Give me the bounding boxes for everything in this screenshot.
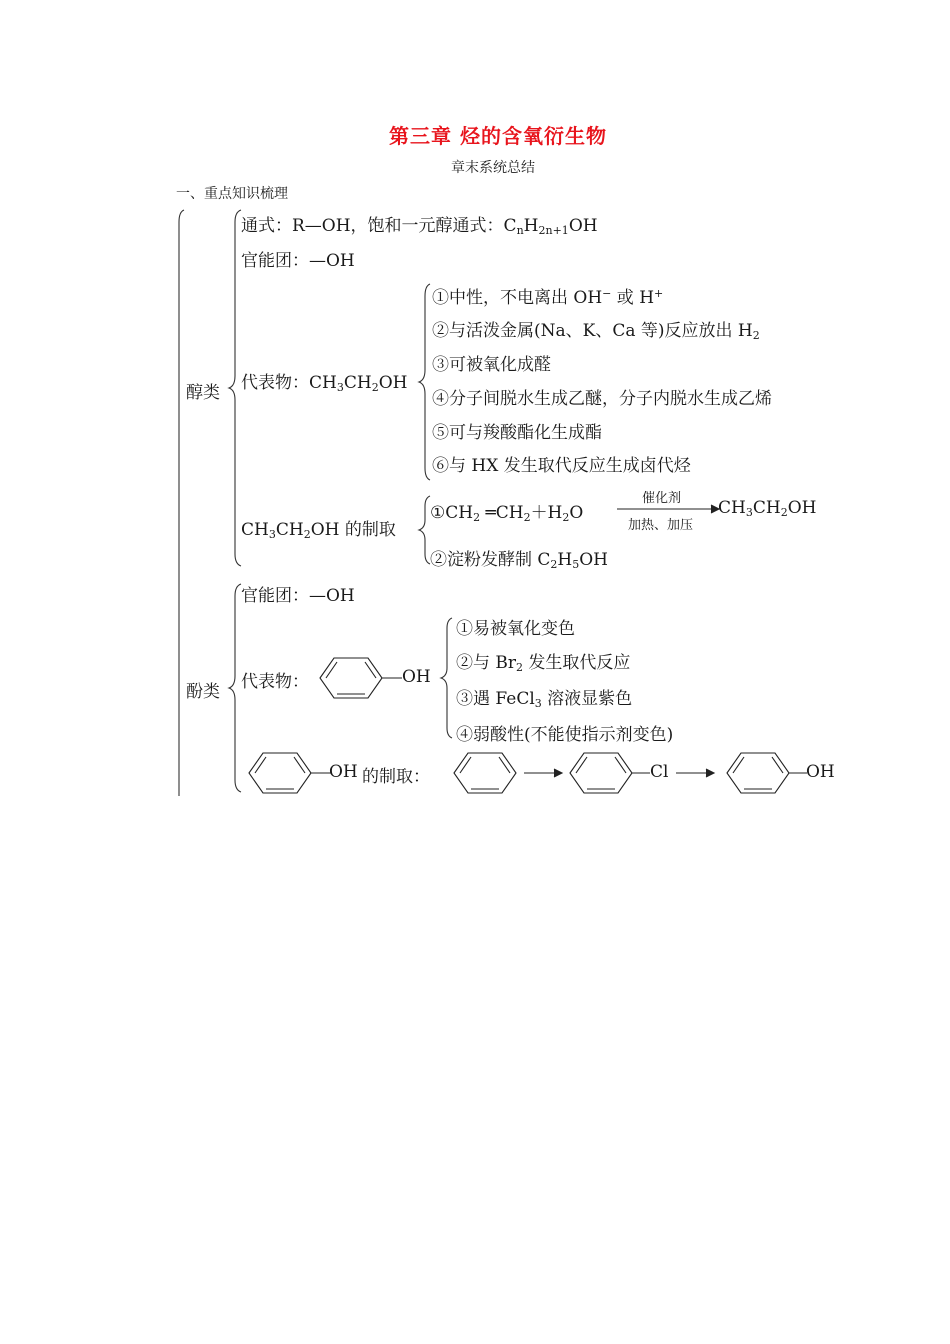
ethanol-preparation-label: $CH_3CH_2OH$ 的制取 <box>241 520 396 541</box>
alcohol-functional-group: 官能团：—OH <box>241 251 355 271</box>
chapter-subtitle: 章末系统总结 <box>451 160 535 176</box>
alcohol-property-4: ④分子间脱水生成乙醚，分子内脱水生成乙烯 <box>432 389 772 409</box>
benzene-ring <box>452 751 522 795</box>
alcohol-representative: 代表物：$CH_3CH_2OH$ <box>241 373 408 394</box>
ethanol-method-1-reactants: $①CH_2$ $═CH_2+H_2O$ <box>430 503 584 524</box>
phenol-prep-label: 的制取： <box>362 767 430 787</box>
reaction-condition-heat-pressure: 加热、加压 <box>628 518 694 533</box>
phenol-representative-label: 代表物： <box>241 672 309 692</box>
alcohol-property-3: ③可被氧化成醛 <box>432 355 551 375</box>
phenol-representative-oh: OH <box>402 667 431 687</box>
phenol-property-4: ④弱酸性(不能使指示剂变色) <box>456 725 674 745</box>
reaction-arrow <box>615 504 725 514</box>
alcohol-label: 醇类 <box>186 383 220 403</box>
phenol-prep-benzene-ring <box>247 751 337 795</box>
reaction-condition-catalyst: 催化剂 <box>642 491 682 506</box>
phenol-functional-group: 官能团：—OH <box>241 586 355 606</box>
arrow-to-phenol <box>674 768 720 778</box>
chapter-title: 第三章 烃的含氧衍生物 <box>389 124 607 148</box>
outer-brace <box>172 208 192 808</box>
phenol-prep-oh: OH <box>329 762 358 782</box>
phenol-properties-brace <box>440 616 456 740</box>
phenol-property-3: ③遇 FeCl$_3$ 溶液显紫色 <box>456 689 633 710</box>
alcohol-general-formula: 通式：R—OH，饱和一元醇通式：$C_nH_{2n+1}OH$ <box>241 216 598 237</box>
phenol-product-oh: OH <box>806 762 835 782</box>
section-heading: 一、重点知识梳理 <box>176 186 288 202</box>
phenol-product-ring <box>725 751 815 795</box>
chlorine-label: Cl <box>650 762 669 782</box>
phenol-property-1: ①易被氧化变色 <box>456 619 575 639</box>
ethanol-method-1-product: $CH_3CH_2OH$ <box>718 498 817 519</box>
alcohol-property-2: ②与活泼金属(Na、K、Ca 等)反应放出 $H_2$ <box>432 321 760 342</box>
phenol-property-2: ②与 $Br_2$ 发生取代反应 <box>456 653 631 674</box>
alcohol-property-1: ①中性，不电离出 OH− 或 H+ <box>432 287 664 308</box>
arrow-to-chlorobenzene <box>522 768 568 778</box>
alcohol-property-5: ⑤可与羧酸酯化生成酯 <box>432 423 602 443</box>
phenol-benzene-ring <box>318 656 408 700</box>
alcohol-property-6: ⑥与 HX 发生取代反应生成卤代烃 <box>432 456 691 476</box>
chlorobenzene-ring <box>568 751 658 795</box>
phenol-label: 酚类 <box>186 682 220 702</box>
ethanol-method-2: ②淀粉发酵制 $C_2H_5OH$ <box>430 550 609 571</box>
